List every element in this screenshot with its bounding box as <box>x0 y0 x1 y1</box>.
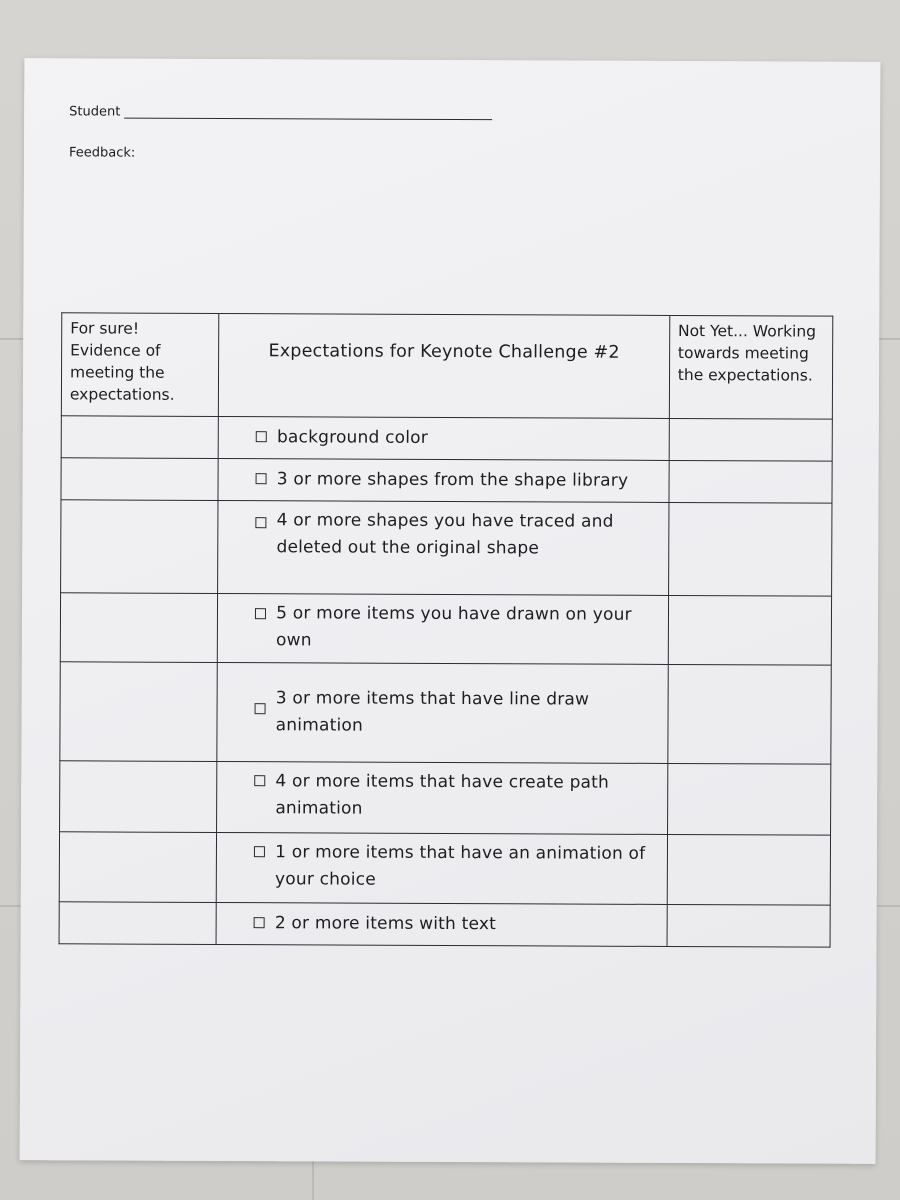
for-sure-cell[interactable] <box>59 902 216 945</box>
expectation-cell <box>218 458 669 502</box>
expectation-text: 3 or more items that have line draw animation <box>275 688 590 736</box>
expectation-cell <box>218 416 669 460</box>
checkbox-icon[interactable] <box>255 703 266 714</box>
table-row <box>61 458 832 503</box>
checkbox-icon[interactable] <box>256 431 267 442</box>
table-row <box>60 662 831 764</box>
expectation-cell <box>217 662 668 763</box>
expectation-cell <box>217 593 668 664</box>
table-row <box>59 902 830 947</box>
expectation-text: 5 or more items you have drawn on your own <box>276 603 632 651</box>
expectation-text: 2 or more items with text <box>274 913 497 935</box>
not-yet-header: Not Yet... Working towards meeting the expectations. <box>669 315 833 419</box>
feedback-label: Feedback: <box>68 145 136 161</box>
for-sure-cell[interactable] <box>61 416 218 459</box>
not-yet-cell[interactable] <box>668 664 832 764</box>
table-row <box>60 593 831 665</box>
worksheet-paper <box>20 58 881 1164</box>
table-row <box>61 416 832 461</box>
checkbox-icon[interactable] <box>255 608 266 619</box>
expectation-cell <box>216 902 667 946</box>
checkbox-icon[interactable] <box>256 473 267 484</box>
checkbox-icon[interactable] <box>254 775 265 786</box>
checkbox-icon[interactable] <box>256 517 267 528</box>
expectation-text: 4 or more items that have create path animation <box>275 771 610 819</box>
rubric-title: Expectations for Keynote Challenge #2 <box>219 313 670 418</box>
not-yet-cell[interactable] <box>667 904 830 947</box>
expectation-text: 3 or more shapes from the shape library <box>276 469 629 491</box>
not-yet-cell[interactable] <box>667 763 831 835</box>
expectation-text: 4 or more shapes you have traced and deleted out the original shape <box>276 510 614 559</box>
not-yet-cell[interactable] <box>669 418 832 461</box>
for-sure-cell[interactable] <box>60 761 218 833</box>
table-row <box>61 500 832 596</box>
table-row <box>59 832 830 905</box>
rubric-table <box>59 312 834 947</box>
for-sure-cell[interactable] <box>60 662 218 762</box>
for-sure-cell[interactable] <box>61 458 218 501</box>
for-sure-cell[interactable] <box>59 832 217 903</box>
not-yet-cell[interactable] <box>668 502 832 596</box>
expectation-cell <box>216 832 667 904</box>
for-sure-cell[interactable] <box>60 593 218 663</box>
not-yet-cell[interactable] <box>668 595 832 665</box>
checkbox-icon[interactable] <box>254 846 265 857</box>
for-sure-cell[interactable] <box>61 500 219 594</box>
expectation-cell <box>218 500 669 595</box>
for-sure-header: For sure! Evidence of meeting the expectations. <box>61 313 219 417</box>
not-yet-cell[interactable] <box>667 834 831 905</box>
table-row <box>60 761 831 835</box>
checkbox-icon[interactable] <box>254 917 265 928</box>
expectation-cell <box>217 761 668 834</box>
not-yet-cell[interactable] <box>669 460 832 503</box>
floor-seam <box>312 1160 314 1200</box>
student-label: Student <box>69 104 121 120</box>
expectation-text: 1 or more items that have an animation of your choice <box>274 842 646 890</box>
rubric-header-row <box>61 313 832 419</box>
expectation-text: background color <box>276 427 429 448</box>
student-name-line[interactable] <box>124 118 492 121</box>
